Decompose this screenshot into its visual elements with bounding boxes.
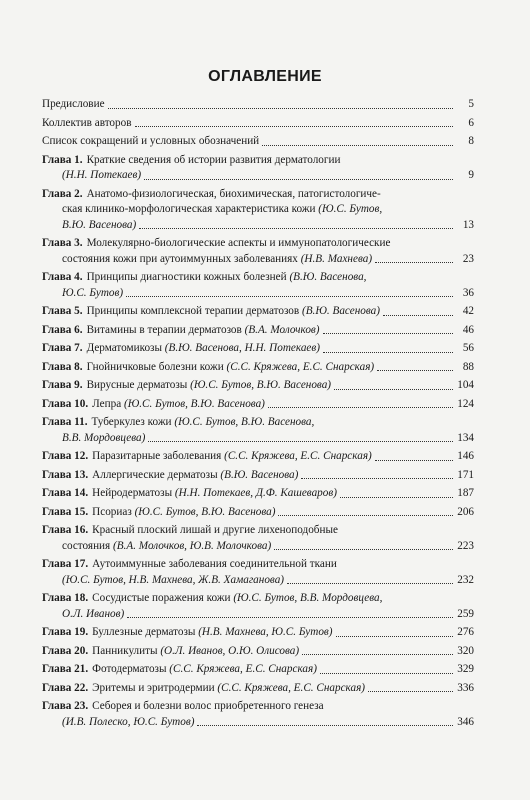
dot-leader <box>108 108 453 109</box>
entry-authors: (Н.В. Махнева) <box>300 252 373 265</box>
dot-leader <box>139 228 453 229</box>
chapter-label: Глава 7. <box>42 342 83 354</box>
chapter-label: Глава 8. <box>42 360 83 373</box>
dot-leader <box>301 478 453 479</box>
toc-entry-line <box>42 397 474 413</box>
entry-title: Вирусные дерматозы <box>86 379 191 391</box>
entry-title: Лепра <box>92 397 124 410</box>
toc-entry-line <box>42 134 474 150</box>
entry-text <box>92 449 372 465</box>
entry-authors: В.Ю. Васенова) <box>62 218 137 231</box>
entry-authors: (В.Ю. Васенова, <box>289 271 367 283</box>
entry-authors: (Ю.С. Бутов, В.Ю. Васенова) <box>123 397 265 410</box>
dot-leader <box>334 389 453 390</box>
dot-leader <box>144 179 453 180</box>
toc-entry[interactable] <box>42 134 474 150</box>
entry-authors: (С.С. Кряжева, Е.С. Снарская) <box>169 663 317 675</box>
toc-entry-line <box>42 153 474 169</box>
entry-text <box>62 539 271 555</box>
chapter-label: Глава 6. <box>42 323 83 336</box>
toc-entry-line <box>42 557 474 573</box>
entry-text <box>62 168 141 184</box>
entry-text <box>92 644 299 660</box>
dot-leader <box>274 549 453 550</box>
dot-leader <box>340 497 453 498</box>
dot-leader <box>268 407 453 408</box>
entry-title: Аллергические дерматозы <box>92 468 221 481</box>
toc-entry-line <box>42 505 474 521</box>
dot-leader <box>126 296 453 297</box>
entry-title: Красный плоский лишай и другие лихеноподобные <box>92 524 338 536</box>
entry-authors: (Н.В. Махнева, Ю.С. Бутов) <box>198 626 333 638</box>
entry-text <box>87 153 341 169</box>
chapter-label: Глава 11. <box>42 416 88 428</box>
chapter-label: Глава 23. <box>42 700 89 712</box>
toc-entry[interactable] <box>42 116 474 132</box>
toc-entry[interactable] <box>42 625 474 641</box>
entry-text <box>92 557 337 573</box>
page-number: 320 <box>457 644 474 657</box>
entry-text <box>87 187 381 203</box>
entry-text <box>87 378 331 394</box>
entry-title: Буллезные дерматозы <box>92 626 199 638</box>
entry-authors: (Ю.С. Бутов, В.Ю. Васенова) <box>134 505 276 518</box>
toc-entry-line <box>42 449 474 465</box>
chapter-label: Глава 3. <box>42 237 83 249</box>
toc-entry[interactable] <box>42 523 474 554</box>
chapter-label: Глава 9. <box>42 379 83 391</box>
toc-entry-line <box>42 415 474 431</box>
entry-text <box>87 360 375 376</box>
entry-title: Дерматомикозы <box>86 342 165 354</box>
toc-entry[interactable] <box>42 699 474 730</box>
entry-authors: (Ю.С. Бутов, <box>318 203 383 215</box>
toc-entry-line <box>42 202 474 218</box>
toc-entry-line <box>42 116 474 132</box>
page-number: 8 <box>468 135 474 147</box>
entry-title: Молекулярно-биологические аспекты и иммунопатологические <box>86 237 391 249</box>
entry-text <box>62 607 124 623</box>
chapter-label: Глава 1. <box>42 153 83 166</box>
toc-entry[interactable] <box>42 378 474 394</box>
entry-title: Список сокращений и условных обозначений <box>42 135 260 147</box>
toc-entry[interactable] <box>42 505 474 521</box>
entry-title: Предисловие <box>42 98 105 110</box>
page-number: 88 <box>462 360 474 373</box>
entry-text <box>42 97 105 113</box>
entry-title: Эритемы и эритродермии <box>92 681 218 694</box>
entry-authors: (Н.Н. Потекаев, Д.Ф. Кашеваров) <box>174 487 337 499</box>
toc-entry[interactable] <box>42 97 474 113</box>
toc-entry[interactable] <box>42 415 474 446</box>
table-of-contents <box>42 97 474 733</box>
page-number: 187 <box>457 487 474 499</box>
dot-leader <box>148 441 453 442</box>
entry-title: Себорея и болезни волос приобретенного генеза <box>92 700 324 712</box>
entry-title: ская клинико-морфологическая характеристика кожи <box>62 203 319 215</box>
dot-leader <box>323 333 453 334</box>
toc-entry[interactable] <box>42 397 474 413</box>
toc-entry[interactable] <box>42 323 474 339</box>
toc-entry-line <box>42 270 474 286</box>
entry-authors: (С.С. Кряжева, Е.С. Снарская) <box>226 360 375 373</box>
toc-entry-line <box>42 591 474 607</box>
entry-title: Анатомо-физиологическая, биохимическая, патогистологиче- <box>86 187 381 200</box>
dot-leader <box>375 262 453 263</box>
toc-entry-line <box>42 662 474 678</box>
entry-authors: (Ю.С. Бутов, В.Ю. Васенова) <box>190 379 332 391</box>
entry-title: Коллектив авторов <box>42 116 132 129</box>
page-number: 56 <box>462 342 474 354</box>
entry-text <box>92 486 337 502</box>
toc-entry[interactable] <box>42 360 474 376</box>
page-number: 346 <box>457 715 474 728</box>
entry-text <box>92 415 315 431</box>
page-number: 46 <box>462 323 474 336</box>
entry-authors: (О.Л. Иванов, О.Ю. Олисова) <box>160 644 300 657</box>
toc-entry-line <box>42 286 474 302</box>
page-title: ОГЛАВЛЕНИЕ <box>208 68 322 85</box>
dot-leader <box>368 691 453 692</box>
entry-authors: (С.С. Кряжева, Е.С. Снарская) <box>224 450 372 462</box>
toc-entry[interactable] <box>42 304 474 320</box>
toc-entry-line <box>42 573 474 589</box>
toc-entry[interactable] <box>42 662 474 678</box>
chapter-label: Глава 2. <box>42 187 83 200</box>
entry-title: Панникулиты <box>92 644 161 657</box>
chapter-label: Глава 17. <box>42 558 89 570</box>
entry-title: состояния <box>62 539 113 552</box>
entry-text <box>92 699 323 715</box>
entry-title: Нейродерматозы <box>92 487 175 499</box>
chapter-label: Глава 12. <box>42 450 89 462</box>
toc-entry[interactable] <box>42 341 474 357</box>
entry-title: Сосудистые поражения кожи <box>92 592 234 604</box>
dot-leader <box>336 636 453 637</box>
page-number: 6 <box>468 116 474 129</box>
chapter-label: Глава 19. <box>42 626 89 638</box>
page-number: 232 <box>457 573 474 586</box>
entry-text <box>62 252 372 268</box>
entry-text <box>42 134 259 150</box>
page-number: 259 <box>457 607 474 620</box>
toc-entry-line <box>42 468 474 484</box>
entry-text <box>87 270 367 286</box>
dot-leader <box>287 583 453 584</box>
entry-title: Туберкулез кожи <box>91 416 175 428</box>
entry-text <box>92 591 382 607</box>
entry-title: Витамины в терапии дерматозов <box>86 323 245 336</box>
entry-authors: (С.С. Кряжева, Е.С. Снарская) <box>217 681 366 694</box>
toc-entry-line <box>42 431 474 447</box>
page-number: 171 <box>457 468 474 481</box>
toc-entry-line <box>42 378 474 394</box>
dot-leader <box>127 617 453 618</box>
toc-entry[interactable] <box>42 486 474 502</box>
toc-entry-line <box>42 539 474 555</box>
dot-leader <box>262 145 453 146</box>
entry-text <box>62 573 284 589</box>
entry-title: Краткие сведения об истории развития дерматологии <box>86 153 341 166</box>
dot-leader <box>377 370 453 371</box>
toc-entry-line <box>42 187 474 203</box>
toc-entry[interactable] <box>42 449 474 465</box>
chapter-label: Глава 18. <box>42 592 89 604</box>
page-number: 9 <box>468 169 474 181</box>
page-number: 23 <box>462 252 474 265</box>
chapter-label: Глава 4. <box>42 271 83 283</box>
chapter-label: Глава 20. <box>42 644 89 657</box>
entry-authors: (Н.Н. Потекаев) <box>62 169 142 181</box>
entry-text <box>87 236 391 252</box>
entry-authors: Ю.С. Бутов) <box>62 286 124 299</box>
toc-entry[interactable] <box>42 591 474 622</box>
entry-text <box>92 681 365 697</box>
page-number: 329 <box>457 663 474 675</box>
toc-entry-line <box>42 681 474 697</box>
page-number: 134 <box>457 431 474 444</box>
entry-text <box>62 202 382 218</box>
entry-text <box>42 116 132 132</box>
entry-authors: О.Л. Иванов) <box>62 607 125 620</box>
page-number: 223 <box>457 539 474 552</box>
toc-entry-line <box>42 486 474 502</box>
entry-text <box>62 286 123 302</box>
entry-title: Аутоиммунные заболевания соединительной ткани <box>92 558 337 570</box>
entry-authors: В.В. Мордовцева) <box>62 431 146 444</box>
toc-entry-line <box>42 97 474 113</box>
toc-entry-line <box>42 644 474 660</box>
dot-leader <box>197 725 453 726</box>
entry-title: Паразитарные заболевания <box>92 450 225 462</box>
entry-authors: (В.А. Молочков, Ю.В. Молочкова) <box>113 539 272 552</box>
entry-text <box>92 523 338 539</box>
chapter-label: Глава 22. <box>42 681 89 694</box>
toc-entry[interactable] <box>42 187 474 234</box>
toc-entry[interactable] <box>42 270 474 301</box>
page-number: 13 <box>462 218 474 231</box>
entry-authors: (Ю.С. Бутов, В.В. Мордовцева, <box>233 592 383 604</box>
toc-entry[interactable] <box>42 681 474 697</box>
entry-authors: (В.Ю. Васенова) <box>220 468 299 481</box>
chapter-label: Глава 13. <box>42 468 89 481</box>
entry-authors: (Ю.С. Бутов, Н.В. Махнева, Ж.В. Хамаганова) <box>62 573 285 586</box>
toc-entry-line <box>42 699 474 715</box>
toc-entry-line <box>42 625 474 641</box>
page-number: 5 <box>468 98 474 110</box>
entry-text <box>62 715 194 731</box>
dot-leader <box>383 315 453 316</box>
toc-entry-line <box>42 360 474 376</box>
dot-leader <box>278 515 453 516</box>
entry-text <box>92 397 265 413</box>
dot-leader <box>320 673 453 674</box>
toc-entry[interactable] <box>42 468 474 484</box>
chapter-label: Глава 16. <box>42 524 89 536</box>
toc-entry-line <box>42 236 474 252</box>
chapter-label: Глава 21. <box>42 663 89 675</box>
toc-entry-line <box>42 304 474 320</box>
page-number: 146 <box>457 450 474 462</box>
page-number: 336 <box>457 681 474 694</box>
entry-title: Принципы комплексной терапии дерматозов <box>86 305 302 317</box>
toc-entry-line <box>42 607 474 623</box>
entry-authors: (Ю.С. Бутов, В.Ю. Васенова, <box>174 416 315 428</box>
toc-entry[interactable] <box>42 236 474 267</box>
page-number: 42 <box>462 305 474 317</box>
page-number: 124 <box>457 397 474 410</box>
entry-text <box>92 625 332 641</box>
entry-text <box>92 468 298 484</box>
entry-text <box>62 218 136 234</box>
entry-text <box>87 304 380 320</box>
toc-entry[interactable] <box>42 153 474 184</box>
chapter-label: Глава 5. <box>42 305 83 317</box>
entry-text <box>92 662 317 678</box>
entry-authors: (В.Ю. Васенова, Н.Н. Потекаев) <box>164 342 320 354</box>
page-number: 104 <box>457 379 474 391</box>
entry-title: Фотодерматозы <box>92 663 170 675</box>
entry-text <box>87 323 320 339</box>
toc-entry-line <box>42 523 474 539</box>
entry-title: состояния кожи при аутоиммунных заболеваниях <box>62 252 301 265</box>
entry-title: Принципы диагностики кожных болезней <box>86 271 290 283</box>
toc-entry-line <box>42 168 474 184</box>
toc-entry-line <box>42 218 474 234</box>
entry-text <box>87 341 320 357</box>
entry-authors: (В.Ю. Васенова) <box>301 305 380 317</box>
dot-leader <box>302 654 453 655</box>
toc-entry-line <box>42 715 474 731</box>
toc-entry[interactable] <box>42 644 474 660</box>
page-number: 36 <box>462 286 474 299</box>
dot-leader <box>375 460 453 461</box>
chapter-label: Глава 10. <box>42 397 89 410</box>
toc-entry-line <box>42 341 474 357</box>
entry-authors: (В.А. Молочков) <box>244 323 320 336</box>
page-number: 276 <box>457 626 474 638</box>
toc-entry-line <box>42 323 474 339</box>
toc-entry-line <box>42 252 474 268</box>
dot-leader <box>135 126 454 127</box>
dot-leader <box>323 352 453 353</box>
page-number: 206 <box>457 505 474 518</box>
entry-text <box>62 431 145 447</box>
entry-title: Псориаз <box>92 505 135 518</box>
entry-authors: (И.В. Полеско, Ю.С. Бутов) <box>62 715 195 728</box>
toc-entry[interactable] <box>42 557 474 588</box>
chapter-label: Глава 14. <box>42 487 89 499</box>
entry-text <box>92 505 275 521</box>
entry-title: Гнойничковые болезни кожи <box>86 360 227 373</box>
chapter-label: Глава 15. <box>42 505 89 518</box>
